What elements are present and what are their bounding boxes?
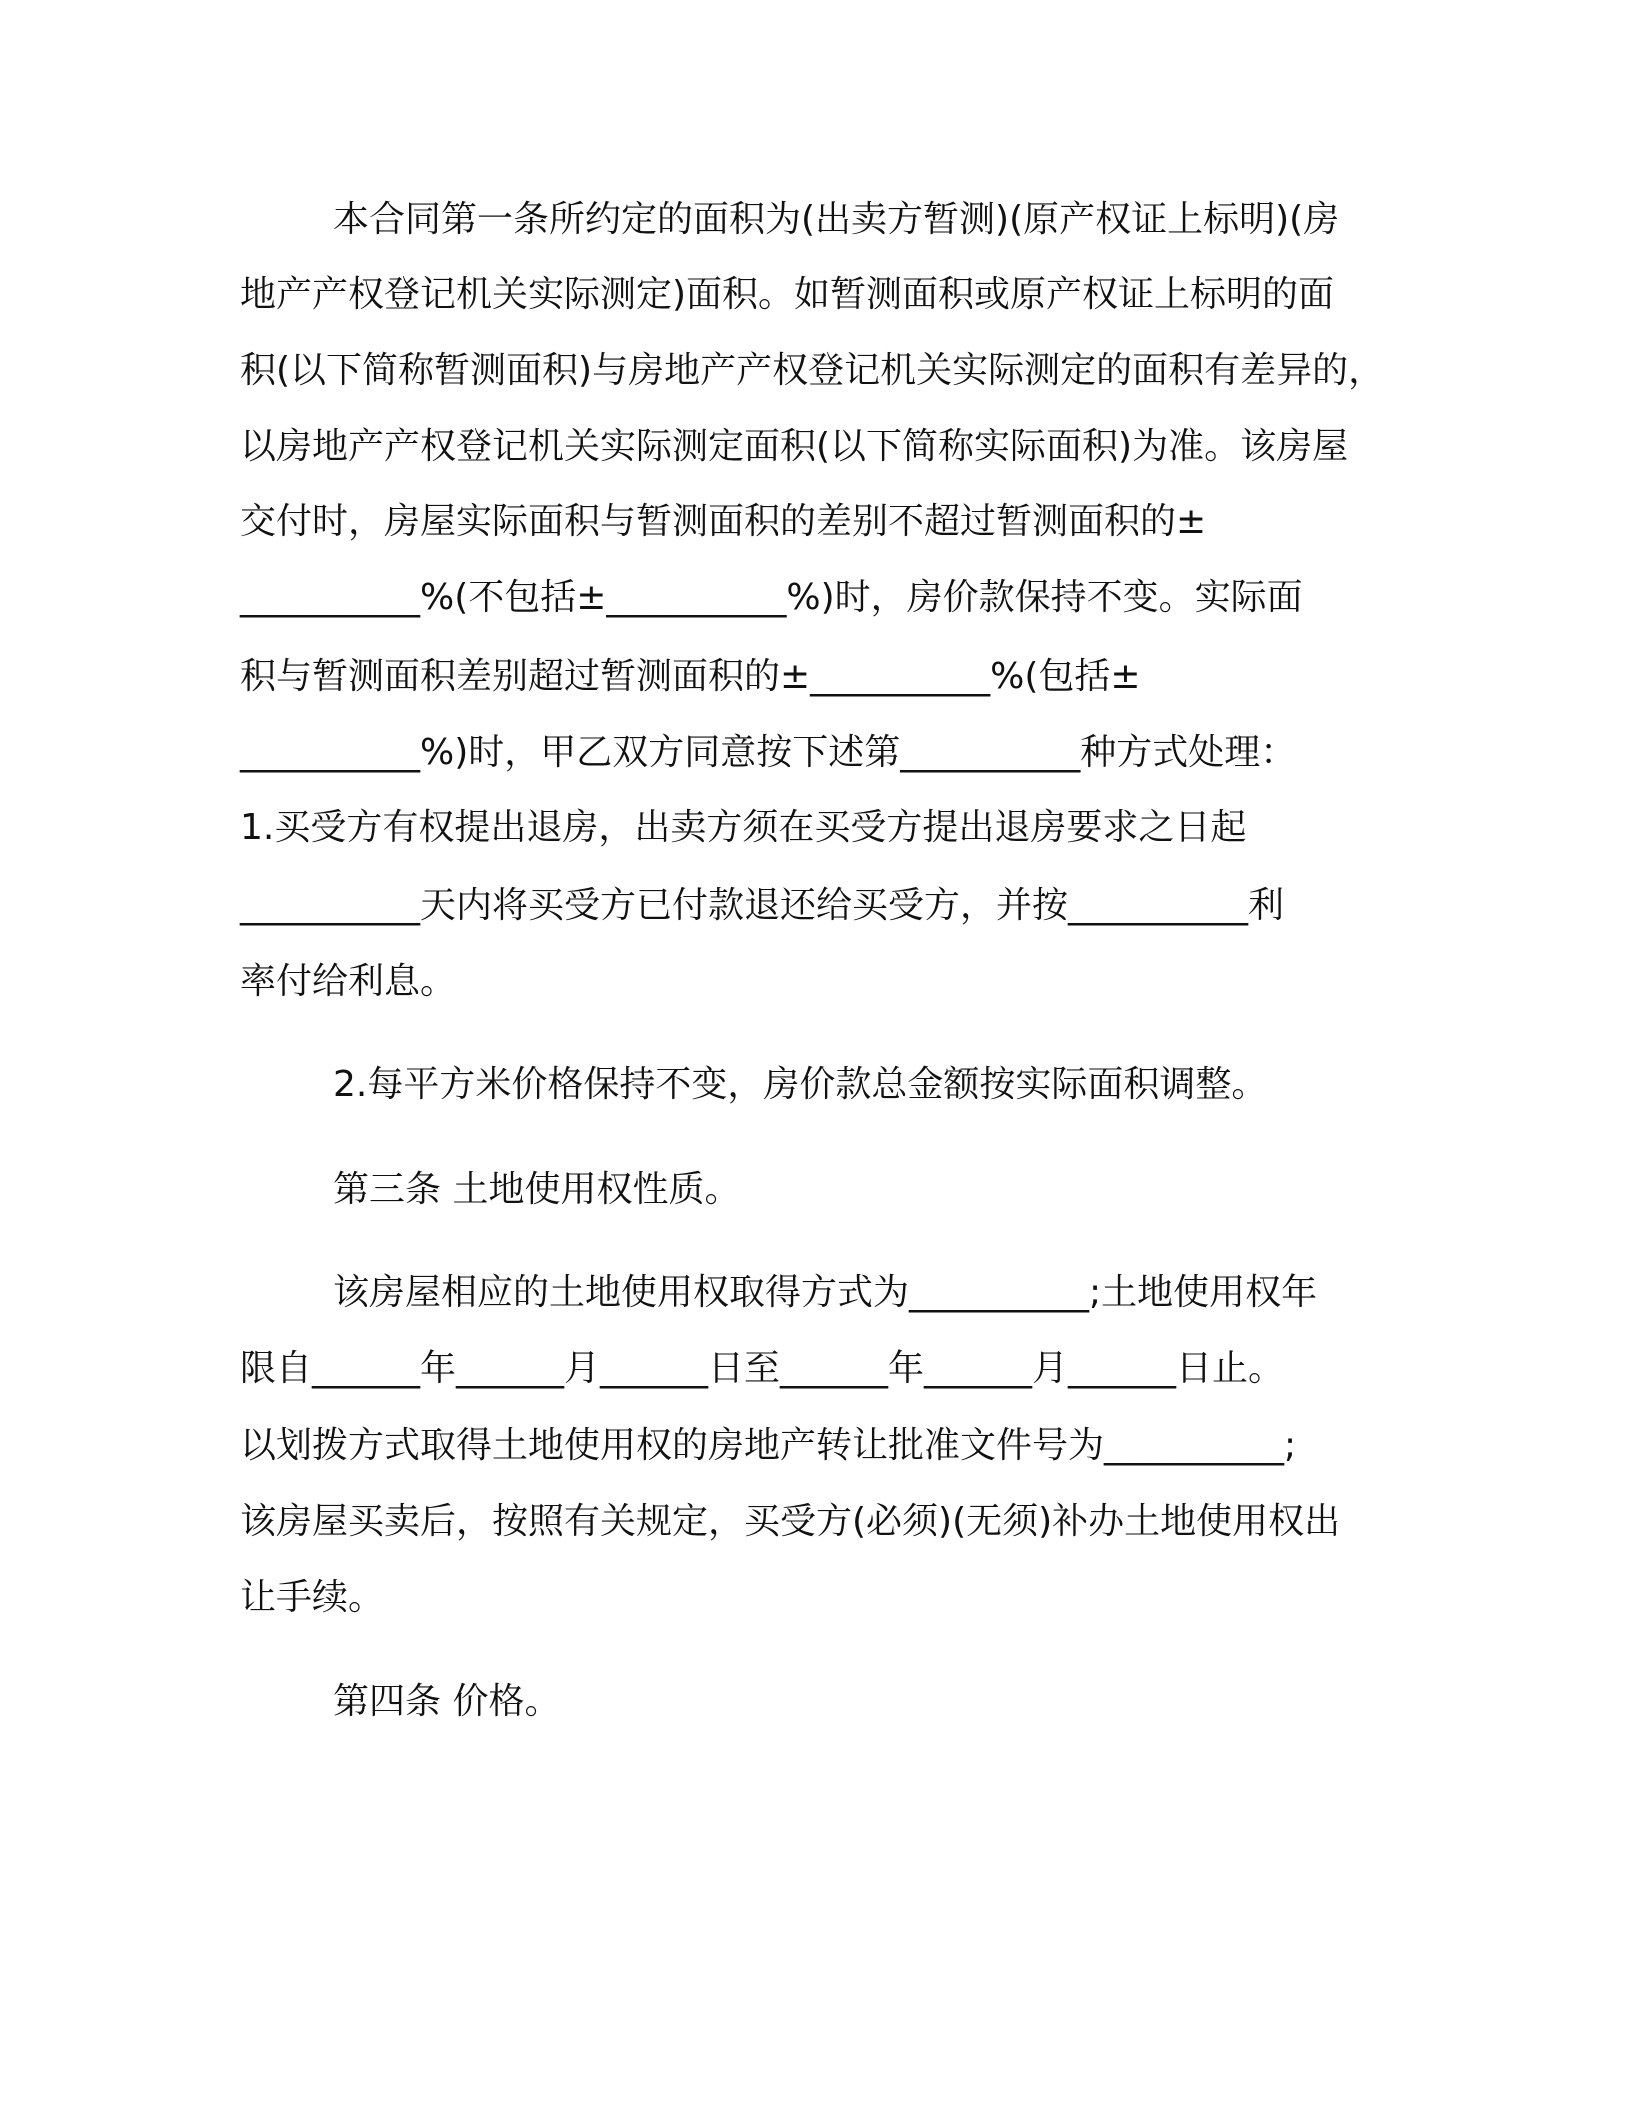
section-heading: 第四条 价格。 <box>333 1681 561 1722</box>
paragraph-line: 2.每平方米价格保持不变，房价款总金额按实际面积调整。 <box>333 1064 1268 1105</box>
paragraph-line: 让手续。 <box>240 1577 385 1618</box>
paragraph-line: 以房地产产权登记机关实际测定面积(以下简称实际面积)为准。该房屋 <box>240 426 1349 467</box>
paragraph-line: 该房屋买卖后，按照有关规定，买受方(必须)(无须)补办土地使用权出 <box>240 1501 1341 1542</box>
paragraph-line: 率付给利息。 <box>240 961 457 1002</box>
paragraph-line: __________天内将买受方已付款退还给买受方，并按__________利 <box>240 885 1285 926</box>
paragraph-line: 限自______年______月______日至______年______月______日止。 <box>240 1348 1284 1389</box>
paragraph-line: 以划拨方式取得土地使用权的房地产转让批准文件号为__________; <box>240 1425 1297 1466</box>
paragraph-line: 1.买受方有权提出退房，出卖方须在买受方提出退房要求之日起 <box>240 807 1247 848</box>
paragraph-line: 交付时，房屋实际面积与暂测面积的差别不超过暂测面积的± <box>240 501 1207 542</box>
paragraph-line: 积(以下简称暂测面积)与房地产产权登记机关实际测定的面积有差异的， <box>240 350 1385 391</box>
paragraph-line: 该房屋相应的土地使用权取得方式为__________;土地使用权年 <box>333 1272 1318 1313</box>
paragraph-line: __________%)时，甲乙双方同意按下述第__________种方式处理： <box>240 732 1297 773</box>
section-heading: 第三条 土地使用权性质。 <box>333 1169 741 1210</box>
paragraph-line: 地产产权登记机关实际测定)面积。如暂测面积或原产权证上标明的面 <box>240 274 1335 315</box>
paragraph-line: 本合同第一条所约定的面积为(出卖方暂测)(原产权证上标明)(房 <box>333 199 1340 240</box>
paragraph-line: 积与暂测面积差别超过暂测面积的±__________%(包括± <box>240 656 1141 697</box>
paragraph-line: __________%(不包括±__________%)时，房价款保持不变。实际面 <box>240 577 1303 618</box>
